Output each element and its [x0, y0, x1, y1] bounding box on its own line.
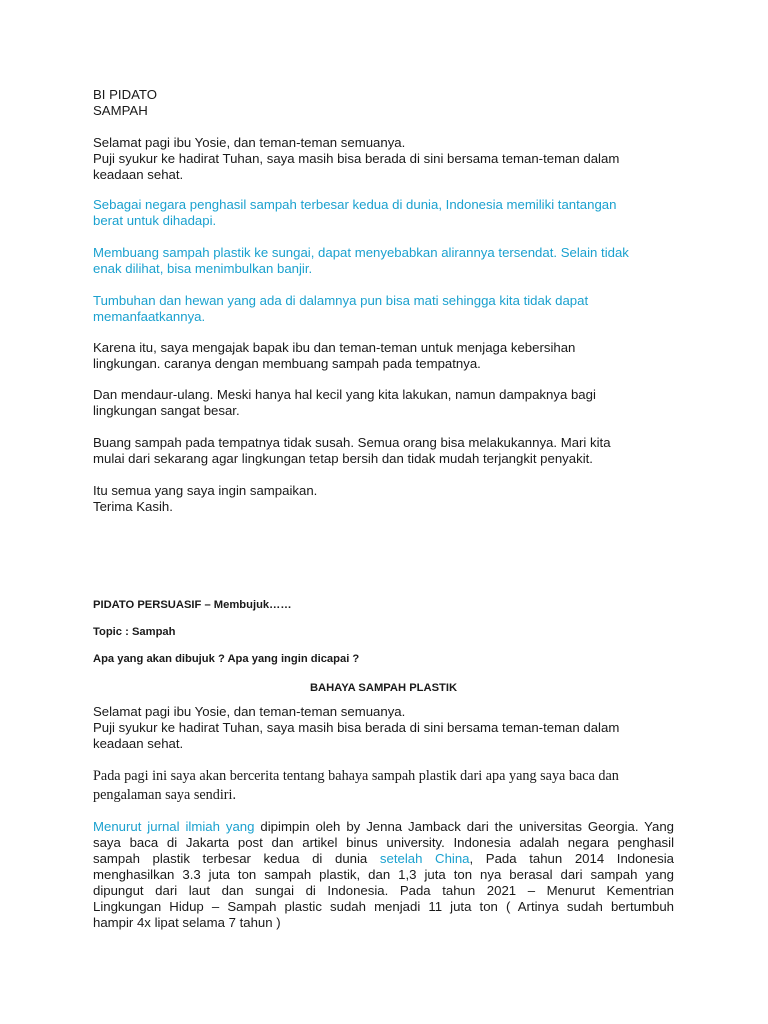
text-line: hampir 4x lipat selama 7 tahun ) [93, 915, 281, 930]
text-line: lingkungan. caranya dengan membuang sampah pada tempatnya. [93, 356, 481, 371]
text-line: keadaan sehat. [93, 167, 184, 182]
centered-title [93, 681, 674, 695]
text-line: Selamat pagi ibu Yosie, dan teman-teman semuanya. [93, 704, 406, 719]
justified-paragraph [93, 819, 674, 931]
text-line: Karena itu, saya mengajak bapak ibu dan teman-teman untuk menjaga kebersihan [93, 340, 576, 355]
highlighted-phrase: setelah China [379, 851, 470, 866]
text-line [93, 851, 674, 867]
text-line: keadaan sehat. [93, 736, 184, 751]
text-run: , Pada tahun 2014 Indonesia [469, 851, 674, 866]
doc-heading [93, 87, 683, 119]
greeting-paragraph-2 [93, 704, 683, 752]
text-line: Buang sampah pada tempatnya tidak susah. Semua orang bisa melakukannya. Mari kita [93, 435, 611, 450]
serif-paragraph [93, 767, 683, 805]
outline-topic-text: Topic : Sampah [93, 626, 176, 638]
outline-topic [93, 625, 683, 639]
text-line: mulai dari sekarang agar lingkungan tetap bersih dan tidak mudah terjangkit penyakit. [93, 451, 593, 466]
outline-question [93, 652, 683, 666]
text-line: Lingkungan Hidup – Sampah plastic sudah menjadi 11 juta ton ( Artinya sudah bertumbuh [93, 899, 674, 914]
heading-line: SAMPAH [93, 103, 148, 118]
greeting-paragraph [93, 135, 683, 183]
text-line: Pada pagi ini saya akan bercerita tentang bahaya sampah plastik dari apa yang saya baca dan [93, 768, 619, 784]
outline-title-text: PIDATO PERSUASIF – Membujuk…… [93, 599, 292, 611]
text-line: enak dilihat, bisa menimbulkan banjir. [93, 261, 313, 276]
text-line: berat untuk dihadapi. [93, 213, 217, 228]
text-line: Selamat pagi ibu Yosie, dan teman-teman semuanya. [93, 135, 406, 150]
text-line: pengalaman saya sendiri. [93, 787, 237, 803]
text-line: Membuang sampah plastik ke sungai, dapat menyebabkan alirannya tersendat. Selain tidak [93, 245, 629, 260]
text-line: Tumbuhan dan hewan yang ada di dalamnya pun bisa mati sehingga kita tidak dapat [93, 293, 589, 308]
text-run: sampah plastik terbesar kedua di dunia [93, 851, 380, 866]
text-line: menghasilkan 3.3 juta ton sampah plastik, dan 1,3 juta ton nya berasal dari sampah yang [93, 867, 674, 882]
text-line: Sebagai negara penghasil sampah terbesar kedua di dunia, Indonesia memiliki tantangan [93, 197, 617, 212]
closing-paragraph [93, 483, 683, 515]
text-line: Itu semua yang saya ingin sampaikan. [93, 483, 318, 498]
blue-paragraph [93, 293, 683, 325]
text-line: Terima Kasih. [93, 499, 173, 514]
blue-paragraph [93, 197, 683, 229]
body-paragraph [93, 387, 683, 419]
outline-question-text: Apa yang akan dibujuk ? Apa yang ingin dicapai ? [93, 653, 360, 665]
text-run: dipimpin oleh by Jenna Jamback dari the universitas Georgia. Yang [254, 819, 675, 834]
text-line: lingkungan sangat besar. [93, 403, 240, 418]
text-line: memanfaatkannya. [93, 309, 206, 324]
centered-title-text: BAHAYA SAMPAH PLASTIK [309, 682, 458, 694]
text-line: Puji syukur ke hadirat Tuhan, saya masih bisa berada di sini bersama teman-teman dalam [93, 151, 620, 166]
text-line: saya baca di Jakarta post dan artikel binus university. Indonesia adalah negara penghasil [93, 835, 674, 850]
text-line: dipungut dari laut dan sungai di Indonesia. Pada tahun 2021 – Menurut Kementrian [93, 883, 674, 898]
heading-line: BI PIDATO [93, 87, 157, 102]
text-line: Puji syukur ke hadirat Tuhan, saya masih bisa berada di sini bersama teman-teman dalam [93, 720, 620, 735]
text-line: Dan mendaur-ulang. Meski hanya hal kecil yang kita lakukan, namun dampaknya bagi [93, 387, 596, 402]
body-paragraph [93, 435, 683, 467]
blue-paragraph [93, 245, 683, 277]
highlighted-phrase: Menurut jurnal ilmiah yang [93, 819, 255, 834]
body-paragraph [93, 340, 683, 372]
outline-title [93, 598, 683, 612]
text-line [93, 819, 674, 835]
